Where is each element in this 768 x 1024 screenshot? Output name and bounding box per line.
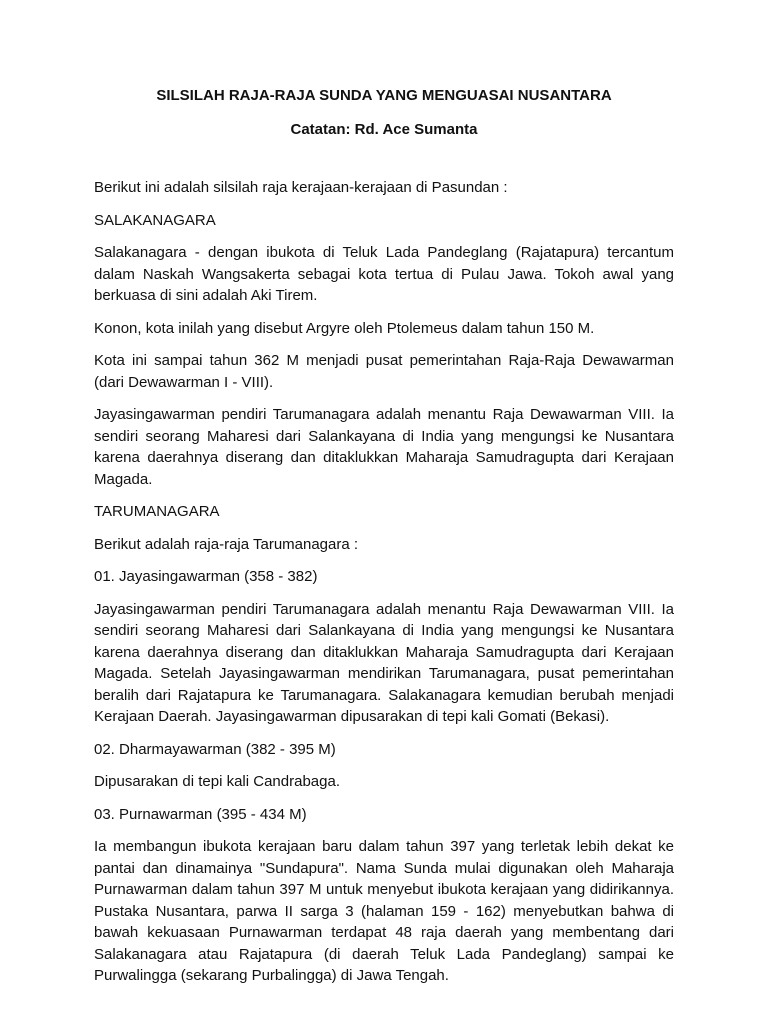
body-paragraph: Jayasingawarman pendiri Tarumanagara adalah menantu Raja Dewawarman VIII. Ia sendiri seorang Maharesi dari Salankayana di India yang mengungsi ke Nusantara karena daerahnya diserang dan ditaklukkan Maharaja Samudragupta dari Kerajaan Magada. <box>94 406 674 488</box>
king-entry-heading: 03. Purnawarman (395 - 434 M) <box>94 805 307 823</box>
body-paragraph: Jayasingawarman pendiri Tarumanagara adalah menantu Raja Dewawarman VIII. Ia sendiri seorang Maharesi dari Salankayana di India yang mengungsi ke Nusantara karena daerahnya diserang dan ditaklukkan Maharaja Samudragupta dari Kerajaan Magada. Setelah Jayasingawarman mendirikan Tarumanagara, pusat pemerintahan beralih dari Rajatapura ke Tarumanagara. Salakanagara kemudian berubah menjadi Kerajaan Daerah. Jayasingawarman dipusarakan di tepi kali Gomati (Bekasi). <box>94 600 674 725</box>
body-paragraph: Salakanagara - dengan ibukota di Teluk Lada Pandeglang (Rajatapura) tercantum dalam Naskah Wangsakerta sebagai kota tertua di Pulau Jawa. Tokoh awal yang berkuasa di sini adalah Aki Tirem. <box>94 244 674 304</box>
document-subtitle: Catatan: Rd. Ace Sumanta <box>290 120 478 138</box>
intro-paragraph: Berikut ini adalah silsilah raja kerajaan-kerajaan di Pasundan : <box>94 179 508 196</box>
section-heading-salakanagara: SALAKANAGARA <box>94 211 216 229</box>
section-heading-tarumanagara: TARUMANAGARA <box>94 503 220 520</box>
body-paragraph: Berikut adalah raja-raja Tarumanagara : <box>94 535 359 553</box>
body-paragraph: Konon, kota inilah yang disebut Argyre oleh Ptolemeus dalam tahun 150 M. <box>94 319 595 337</box>
body-paragraph: Ia membangun ibukota kerajaan baru dalam tahun 397 yang terletak lebih dekat ke pantai dan dinamainya "Sundapura". Nama Sunda mulai digunakan oleh Maharaja Purnawarman dalam tahun 397 M untuk menyebut ibukota kerajaan yang didirikannya. Pustaka Nusantara, parwa II sarga 3 (halaman 159 - 162) menyebutkan bahwa di bawah kekuasaan Purnawarman terdapat 48 raja daerah yang membentang dari Salakanagara atau Rajatapura (di daerah Teluk Lada Pandeglang) sampai ke Purwalingga (sekarang Purbalingga) di Jawa Tengah. <box>94 838 674 984</box>
body-paragraph: Dipusarakan di tepi kali Candrabaga. <box>94 773 340 790</box>
king-entry-heading: 02. Dharmayawarman (382 - 395 M) <box>94 740 336 758</box>
body-paragraph: Kota ini sampai tahun 362 M menjadi pusat pemerintahan Raja-Raja Dewawarman (dari Dewawarman I - VIII). <box>94 352 674 391</box>
document-title: SILSILAH RAJA-RAJA SUNDA YANG MENGUASAI NUSANTARA <box>156 87 612 104</box>
king-entry-heading: 01. Jayasingawarman (358 - 382) <box>94 568 318 585</box>
